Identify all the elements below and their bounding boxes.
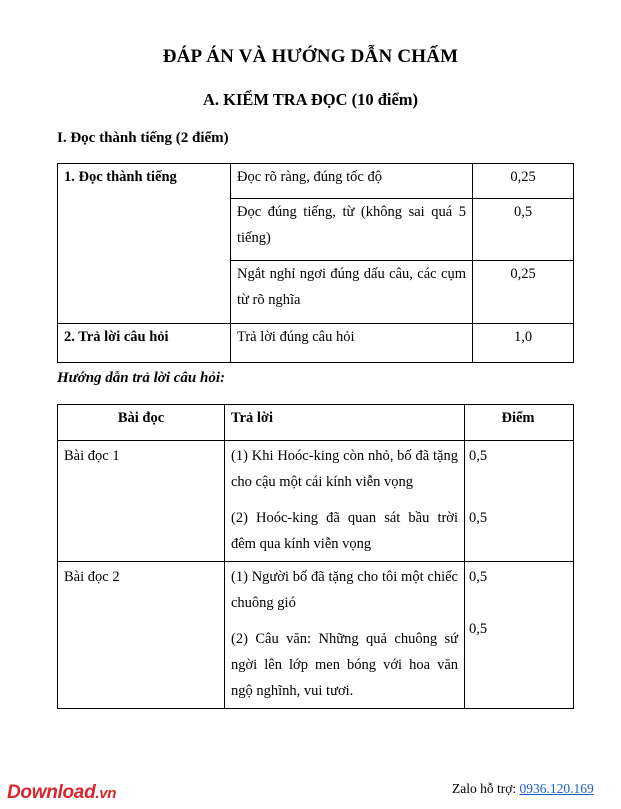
passage-cell: Bài đọc 2 <box>58 562 225 709</box>
answer-cell <box>225 562 465 709</box>
section-a-heading: A. KIỂM TRA ĐỌC (10 điểm) <box>202 90 419 109</box>
table-row <box>58 324 574 363</box>
score-cell: 0,25 <box>473 261 574 324</box>
table-row <box>58 164 574 199</box>
logo-main-text: Download <box>7 782 96 803</box>
column-header: Điểm <box>465 405 574 441</box>
answer-text: (2) Hoóc-king đã quan sát bầu trời đêm qua kính viễn vọng <box>231 510 458 552</box>
score-cell: 1,0 <box>473 324 574 363</box>
answer-cell <box>225 441 465 562</box>
answer-text: (1) Người bố đã tặng cho tôi một chiếc chuông gió <box>231 569 458 611</box>
criterion-cell: Đọc rõ ràng, đúng tốc độ <box>231 164 473 199</box>
table-row <box>58 441 574 562</box>
column-header: Trả lời <box>225 405 465 441</box>
answer-text: (1) Khi Hoóc-king còn nhỏ, bố đã tặng cho cậu một cái kính viễn vọng <box>231 448 458 490</box>
score-text: 0,5 <box>469 510 488 526</box>
score-cell <box>465 562 574 709</box>
column-header: Bài đọc <box>58 405 225 441</box>
score-text: 0,5 <box>469 621 488 637</box>
zalo-phone-link[interactable]: 0936.120.169 <box>519 781 594 796</box>
group-label-reading: 1. Đọc thành tiếng <box>58 164 231 324</box>
answer-text: (2) Câu văn: Những quả chuông sứ ngời lên lớp men bóng với hoa văn ngộ nghĩnh, vui tươi. <box>231 631 458 699</box>
score-text: 0,5 <box>469 569 488 585</box>
table-row <box>58 562 574 709</box>
reading-aloud-table <box>57 163 574 363</box>
part-1-heading: I. Đọc thành tiếng (2 điểm) <box>57 130 229 146</box>
zalo-support <box>452 781 594 797</box>
answer-guide-heading: Hướng dẫn trả lời câu hỏi: <box>57 370 226 386</box>
score-cell: 0,25 <box>473 164 574 199</box>
criterion-cell: Trả lời đúng câu hỏi <box>231 324 473 363</box>
table-header-row <box>58 405 574 441</box>
passage-cell: Bài đọc 1 <box>58 441 225 562</box>
criterion-cell: Ngắt nghỉ ngơi đúng dấu câu, các cụm từ rõ nghĩa <box>231 261 473 324</box>
logo-suffix-text: .vn <box>95 785 117 802</box>
answer-guide-table <box>57 404 574 709</box>
zalo-label: Zalo hỗ trợ: <box>452 781 520 796</box>
document-title: ĐÁP ÁN VÀ HƯỚNG DẪN CHẤM <box>162 46 459 67</box>
download-vn-logo[interactable] <box>7 782 116 804</box>
score-cell: 0,5 <box>473 199 574 261</box>
group-label-answer: 2. Trả lời câu hỏi <box>58 324 231 363</box>
score-text: 0,5 <box>469 448 488 464</box>
criterion-cell: Đọc đúng tiếng, từ (không sai quá 5 tiếng) <box>231 199 473 261</box>
score-cell <box>465 441 574 562</box>
